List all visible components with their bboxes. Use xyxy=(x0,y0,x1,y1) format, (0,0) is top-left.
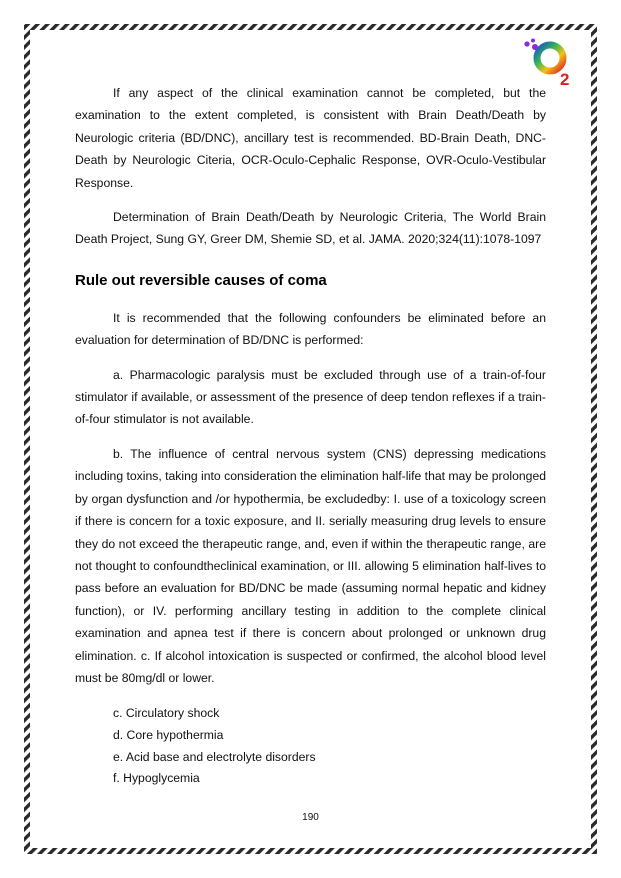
list-item: f. Hypoglycemia xyxy=(113,771,200,786)
list-item: c. Circulatory shock xyxy=(113,706,220,721)
svg-text:2: 2 xyxy=(560,70,570,88)
paragraph-cns-depressants: b. The influence of central nervous system (CNS) depressing medications including toxins, taking into consideration the elimination half-life that may be prolonged by organ dysfunction and /or hypothermia, be excludedby: I. use of a toxicology screen if there is concern for a toxic exposure, and II. serially measuring drug levels to ensure they do not exceed the therapeutic range, and, even if within the therapeutic range, are not thought to confoundtheclinical examination, or III. allowing 5 elimination half-lives to pass before an evaluation for BD/DNC be made (assuming normal hepatic and kidney function), or IV. performing ancillary testing in addition to the complete clinical examination and apnea test if there is concern about prolonged or unknown drug elimination. c. If alcohol intoxication is suspected or confirmed, the alcohol blood level must be 80mg/dl or lower. xyxy=(75,446,546,685)
paragraph-reference: Determination of Brain Death/Death by Neurologic Criteria, The World Brain Death Project, Sung GY, Greer DM, Shemie SD, et al. JAMA. 2020;324(11):1078-1097 xyxy=(75,210,546,247)
page-number: 190 xyxy=(302,812,319,823)
paragraph-confounders-intro: It is recommended that the following confounders be eliminated before an evaluation for determination of BD/DNC is performed: xyxy=(75,310,546,348)
paragraph-ancillary-test: If any aspect of the clinical examination cannot be completed, but the examination to the extent completed, is consistent with Brain Death/Death by Neurologic criteria (BD/DNC), ancillary test is recommended. BD-Brain Death, DNC-Death by Neurologic Citeria, OCR-Oculo-Cephalic Response, OVR-Oculo-Vestibular Response. xyxy=(75,86,546,190)
confounder-list xyxy=(75,703,546,789)
list-item: e. Acid base and electrolyte disorders xyxy=(113,749,316,764)
document-body xyxy=(75,82,546,790)
paragraph-pharmacologic-paralysis: a. Pharmacologic paralysis must be excluded through use of a train-of-four stimulator if available, or assessment of the presence of deep tendon reflexes if a train-of-four stimulator is not available. xyxy=(75,367,546,427)
section-heading: Rule out reversible causes of coma xyxy=(75,271,327,289)
list-item: d. Core hypothermia xyxy=(113,727,224,742)
o2-logo-icon xyxy=(523,38,579,88)
